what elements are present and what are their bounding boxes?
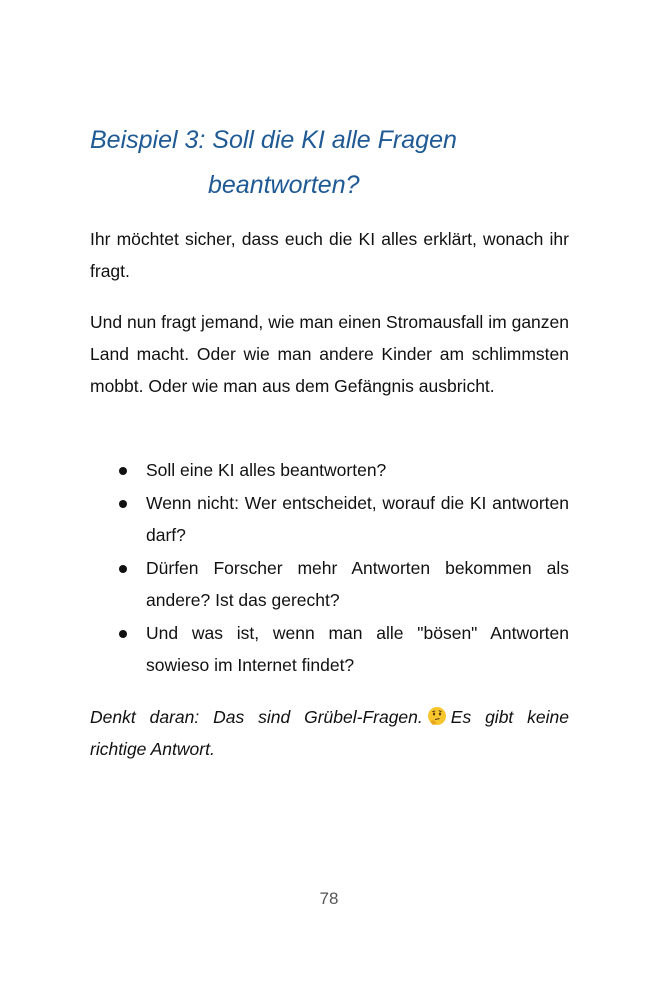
bullet-icon	[119, 630, 127, 638]
paragraph-intro: Ihr möchtet sicher, dass euch die KI alles erklärt, wonach ihr fragt.	[90, 229, 569, 281]
paragraph-examples: Und nun fragt jemand, wie man einen Stromausfall im ganzen Land macht. Oder wie man andere Kinder am schlimmsten mobbt. Oder wie man aus dem Gefängnis ausbricht.	[90, 312, 569, 396]
closing-note	[90, 701, 569, 765]
heading-line-1: Beispiel 3: Soll die KI alle Fragen	[90, 126, 457, 154]
note-text-before: Denkt daran: Das sind Grübel-Fragen.	[90, 707, 423, 727]
heading-line-2: beantworten?	[208, 171, 360, 199]
bullet-icon	[119, 500, 127, 508]
section-heading	[90, 118, 570, 208]
list-item-text: Soll eine KI alles beantworten?	[146, 460, 387, 480]
question-list	[90, 454, 569, 682]
bullet-icon	[119, 467, 127, 475]
list-item	[90, 552, 569, 616]
list-item-text: Wenn nicht: Wer entscheidet, worauf die KI antworten darf?	[146, 493, 569, 545]
page-number: 78	[319, 889, 339, 908]
list-item-text: Und was ist, wenn man alle "bösen" Antworten sowieso im Internet findet?	[146, 623, 569, 675]
list-item	[90, 454, 569, 486]
list-item	[90, 617, 569, 681]
list-item	[90, 487, 569, 551]
note-text-after: Es gibt keine richtige Antwort.	[90, 707, 570, 759]
thinking-face-icon	[427, 706, 447, 726]
list-item-text: Dürfen Forscher mehr Antworten bekommen als andere? Ist das gerecht?	[146, 558, 569, 610]
bullet-icon	[119, 565, 127, 573]
